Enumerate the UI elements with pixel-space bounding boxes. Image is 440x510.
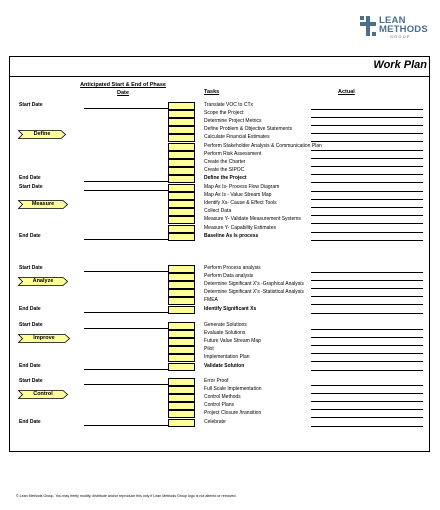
task-checkbox[interactable] xyxy=(168,192,195,200)
task-checkbox[interactable] xyxy=(168,126,195,134)
actual-date-field[interactable] xyxy=(311,345,423,346)
cross-logo-icon xyxy=(360,16,376,36)
task-item: Create the SIPOC xyxy=(204,166,245,173)
actual-date-field[interactable] xyxy=(311,232,423,233)
actual-date-field[interactable] xyxy=(311,125,423,126)
task-checkbox[interactable] xyxy=(168,419,195,427)
page-title: Work Plan xyxy=(373,59,427,71)
actual-date-field[interactable] xyxy=(311,240,423,241)
task-item: Project Closure /transition xyxy=(204,410,262,417)
task-checkbox[interactable] xyxy=(168,233,195,241)
task-item: Control Plans xyxy=(204,402,235,409)
task-checkbox[interactable] xyxy=(168,110,195,118)
task-checkbox[interactable] xyxy=(168,354,195,362)
analyze-end-date-field[interactable] xyxy=(84,312,168,313)
actual-date-field[interactable] xyxy=(311,426,423,427)
actual-date-field[interactable] xyxy=(311,401,423,402)
work-plan-sheet xyxy=(9,56,430,452)
improve-phase-name: Improve xyxy=(33,335,55,341)
analyze-phase-tag xyxy=(18,277,68,286)
task-item: Determine Significant X's -Graphical Analysis xyxy=(204,281,304,288)
task-item: Measure Y- Capability Estimates xyxy=(204,224,276,231)
task-item: Scope the Project xyxy=(204,110,244,117)
task-checkbox[interactable] xyxy=(168,346,195,354)
actual-date-field[interactable] xyxy=(311,191,423,192)
task-item: Determine Significant X's -Statistical Analysis xyxy=(204,289,304,296)
improve-end-date-field[interactable] xyxy=(84,369,168,370)
actual-date-field[interactable] xyxy=(311,288,423,289)
task-checkbox[interactable] xyxy=(168,386,195,394)
actual-date-field[interactable] xyxy=(311,182,423,183)
actual-date-field[interactable] xyxy=(311,141,423,142)
task-item: Perform Stakeholder Analysis & Communication Plan xyxy=(204,142,322,149)
measure-end-date-label: End Date xyxy=(19,232,41,239)
actual-date-field[interactable] xyxy=(311,370,423,371)
actual-date-field[interactable] xyxy=(311,296,423,297)
task-item: Measure Y- Validate Measurement Systems xyxy=(204,216,301,223)
task-checkbox[interactable] xyxy=(168,338,195,346)
actual-date-field[interactable] xyxy=(311,207,423,208)
actual-date-field[interactable] xyxy=(311,409,423,410)
task-checkbox[interactable] xyxy=(168,118,195,126)
task-item: Define Problem & Objective Statements xyxy=(204,126,293,133)
task-checkbox[interactable] xyxy=(168,394,195,402)
analyze-start-date-field[interactable] xyxy=(84,271,168,272)
improve-end-date-label: End Date xyxy=(19,362,41,369)
control-phase-name: Control xyxy=(33,391,53,397)
actual-date-field[interactable] xyxy=(311,174,423,175)
actual-date-field[interactable] xyxy=(311,158,423,159)
logo-line-1: LEAN xyxy=(379,15,406,26)
task-item: Implementation Plan xyxy=(204,354,250,361)
copyright-footer: © Lean Methods Group. You may freely modify, distribute and/or reproduce this only if Lean Methods Group logo is not altered or removed. xyxy=(16,494,237,498)
control-start-date-label: Start Date xyxy=(19,378,43,384)
task-item: Evaluate Solutions xyxy=(204,330,246,337)
task-item: Error Proof xyxy=(204,378,229,384)
define-end-date-field[interactable] xyxy=(84,181,168,182)
analyze-phase-name: Analyze xyxy=(32,278,54,284)
actual-date-field[interactable] xyxy=(311,199,423,200)
define-end-date-label: End Date xyxy=(19,174,41,181)
actual-date-field[interactable] xyxy=(311,337,423,338)
define-start-date-field[interactable] xyxy=(84,108,168,109)
actual-date-field[interactable] xyxy=(311,280,423,281)
actual-date-field[interactable] xyxy=(311,272,423,273)
task-checkbox[interactable] xyxy=(168,289,195,297)
measure-start-date-label: Start Date xyxy=(19,184,43,190)
task-checkbox[interactable] xyxy=(168,330,195,338)
define-phase-tag xyxy=(18,130,66,139)
task-checkbox[interactable] xyxy=(168,297,195,305)
actual-date-field[interactable] xyxy=(311,361,423,362)
task-checkbox[interactable] xyxy=(168,208,195,216)
control-end-date-field[interactable] xyxy=(84,425,168,426)
actual-date-field[interactable] xyxy=(311,117,423,118)
task-checkbox[interactable] xyxy=(168,102,195,110)
task-checkbox[interactable] xyxy=(168,281,195,289)
milestone-task: Baseline As Is process xyxy=(204,232,259,239)
measure-end-date-field[interactable] xyxy=(84,239,168,240)
task-checkbox[interactable] xyxy=(168,143,195,151)
task-checkbox[interactable] xyxy=(168,378,195,386)
actual-date-field[interactable] xyxy=(311,150,423,151)
milestone-task: Define the Project xyxy=(204,174,247,181)
control-phase-tag xyxy=(18,390,68,399)
task-checkbox[interactable] xyxy=(168,265,195,273)
actual-date-field[interactable] xyxy=(311,215,423,216)
define-phase-name: Define xyxy=(33,131,51,137)
task-item: Control Methods xyxy=(204,394,241,401)
actual-column-header: Actual xyxy=(338,89,355,95)
task-item: Create the Charter xyxy=(204,158,246,165)
measure-phase-tag xyxy=(18,200,68,209)
task-checkbox[interactable] xyxy=(168,410,195,418)
task-item: Perform Process analysis xyxy=(204,265,261,271)
actual-date-field[interactable] xyxy=(311,329,423,330)
task-checkbox[interactable] xyxy=(168,322,195,330)
task-item: Map As Is- Process Flow Diagram xyxy=(204,184,280,190)
analyze-end-date-label: End Date xyxy=(19,305,41,312)
control-end-date-label: End Date xyxy=(19,418,41,425)
task-item: Celebrate xyxy=(204,418,226,425)
actual-date-field[interactable] xyxy=(311,133,423,134)
task-item: Map As Is - Value Stream Map xyxy=(204,192,272,199)
actual-date-field[interactable] xyxy=(311,353,423,354)
task-checkbox[interactable] xyxy=(168,175,195,183)
actual-date-field[interactable] xyxy=(311,304,423,305)
measure-start-date-field[interactable] xyxy=(84,190,168,191)
task-item: Future Value Stream Map xyxy=(204,338,261,345)
logo-wordmark xyxy=(379,16,428,34)
control-start-date-field[interactable] xyxy=(84,384,168,385)
logo-line-2: METHODS xyxy=(379,24,428,35)
task-item: Identify Xs- Cause & Effect Tools xyxy=(204,200,277,207)
actual-date-field[interactable] xyxy=(311,385,423,386)
task-item: FMEA xyxy=(204,297,218,304)
milestone-task: Identify Significant Xs xyxy=(204,305,257,312)
task-checkbox[interactable] xyxy=(168,159,195,167)
milestone-task: Validate Solution xyxy=(204,362,245,369)
define-start-date-label: Start Date xyxy=(19,102,43,108)
actual-date-field[interactable] xyxy=(311,417,423,418)
task-checkbox[interactable] xyxy=(168,273,195,281)
task-checkbox[interactable] xyxy=(168,200,195,208)
improve-phase-tag xyxy=(18,334,70,343)
measure-phase-name: Measure xyxy=(31,201,55,207)
tasks-column-header: Tasks xyxy=(204,89,220,95)
task-checkbox[interactable] xyxy=(168,216,195,224)
task-checkbox[interactable] xyxy=(168,306,195,314)
actual-date-field[interactable] xyxy=(311,393,423,394)
actual-date-field[interactable] xyxy=(311,109,423,110)
actual-date-field[interactable] xyxy=(311,166,423,167)
actual-date-field[interactable] xyxy=(311,223,423,224)
task-checkbox[interactable] xyxy=(168,151,195,159)
dates-column-header: Anticipated Start & End of Phase Date xyxy=(80,82,166,96)
task-item: Perform Data analysis xyxy=(204,273,254,280)
task-checkbox[interactable] xyxy=(168,167,195,175)
improve-start-date-label: Start Date xyxy=(19,322,43,328)
task-item: Full Scale Implementation xyxy=(204,386,262,393)
improve-start-date-field[interactable] xyxy=(84,328,168,329)
task-checkbox[interactable] xyxy=(168,184,195,192)
title-divider xyxy=(10,76,429,77)
task-item: Translate VOC to CTx xyxy=(204,102,253,108)
actual-date-field[interactable] xyxy=(311,313,423,314)
task-item: Pilot xyxy=(204,346,214,353)
task-item: Calculate Financial Estimates xyxy=(204,134,270,141)
task-checkbox[interactable] xyxy=(168,134,195,142)
lean-methods-logo xyxy=(360,16,430,40)
task-item: Collect Data xyxy=(204,208,232,215)
task-checkbox[interactable] xyxy=(168,402,195,410)
task-item: Generate Solutions xyxy=(204,322,247,328)
analyze-start-date-label: Start Date xyxy=(19,265,43,271)
task-item: Perform Risk Assessment xyxy=(204,150,262,157)
task-item: Determine Project Metrics xyxy=(204,118,262,125)
task-checkbox[interactable] xyxy=(168,363,195,371)
task-checkbox[interactable] xyxy=(168,225,195,233)
logo-subtitle: GROUP xyxy=(390,34,411,39)
